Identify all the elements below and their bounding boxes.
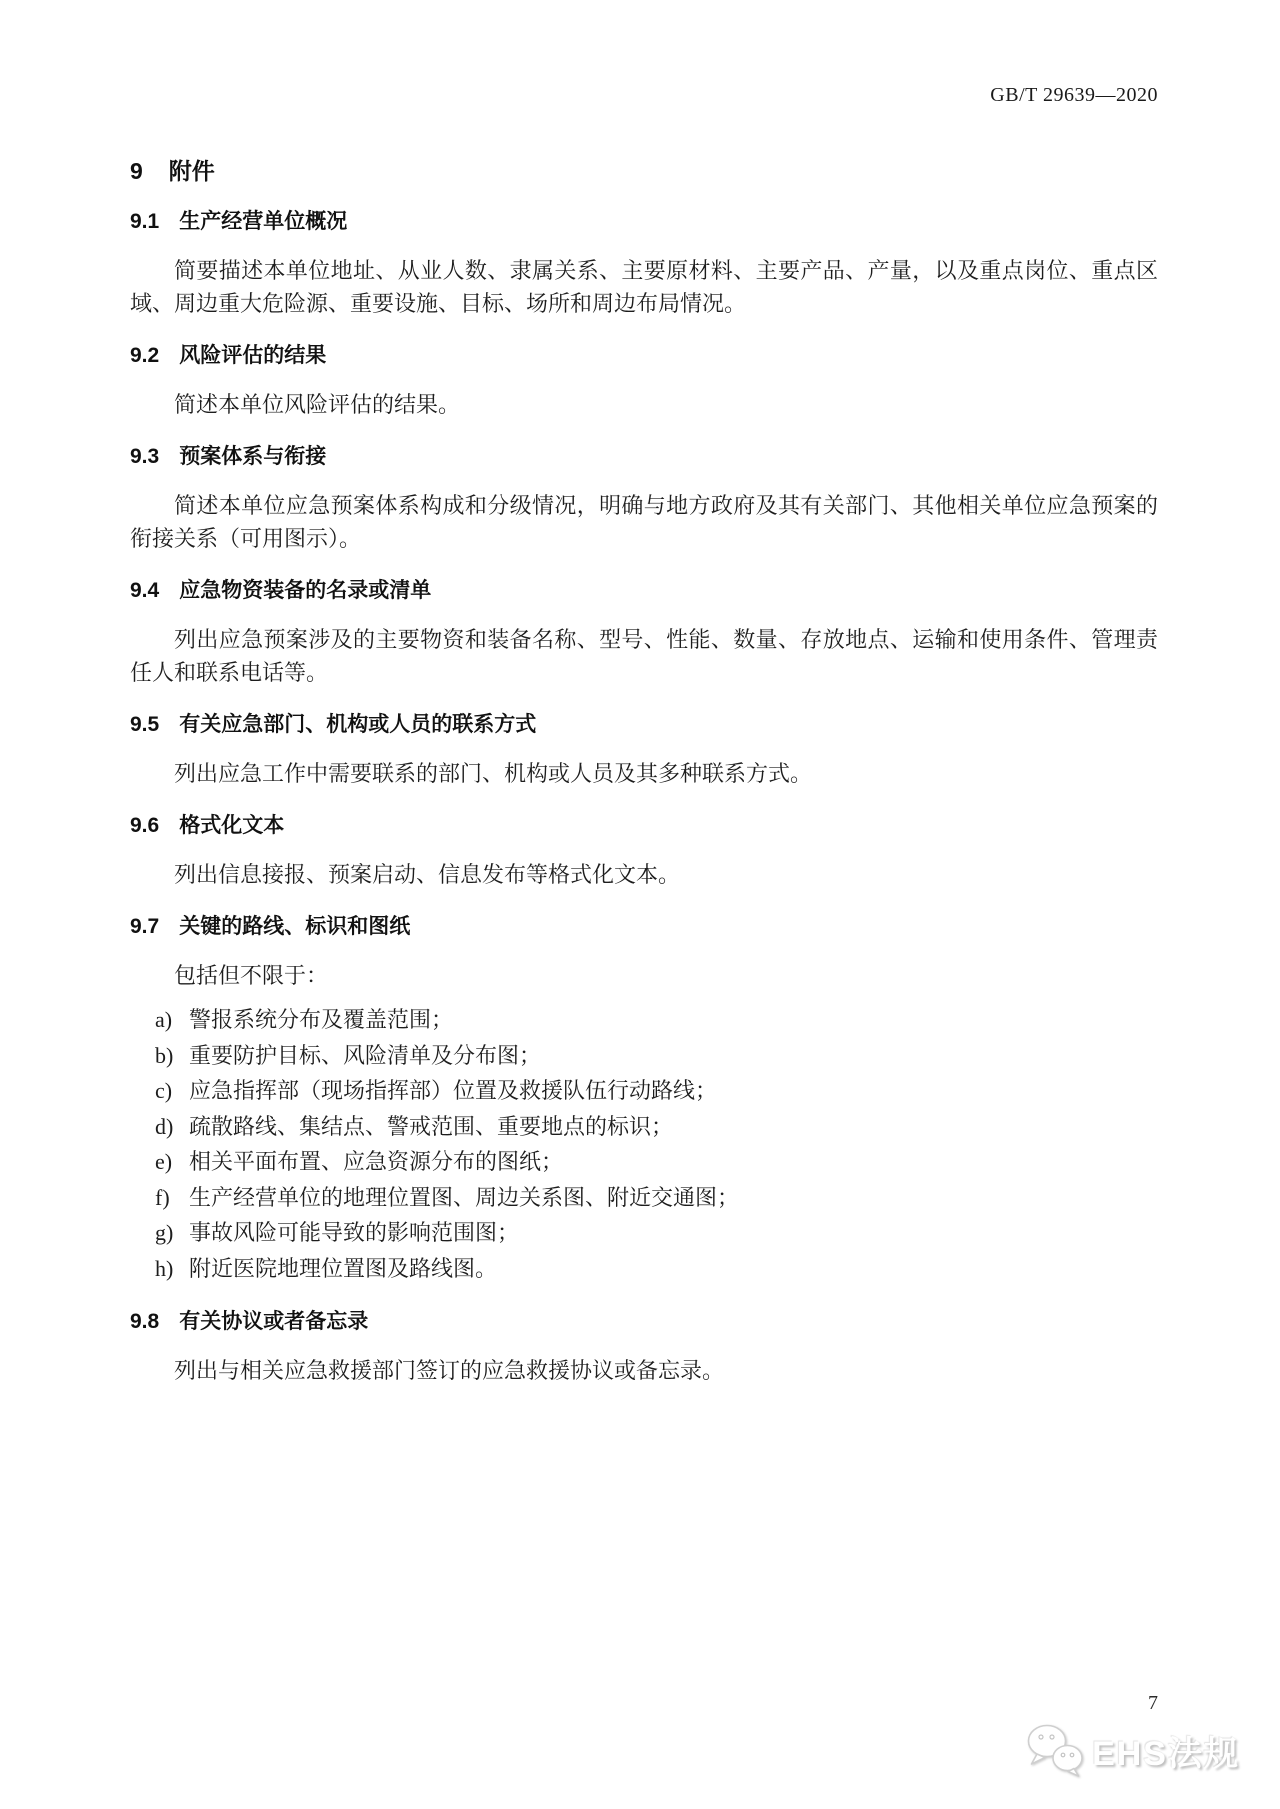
- list-marker: d): [155, 1113, 174, 1139]
- standard-number: GB/T 29639—2020: [990, 84, 1158, 106]
- section-title: [130, 812, 1158, 840]
- section-number: 9.4: [130, 579, 160, 602]
- section-body: 列出应急预案涉及的主要物资和装备名称、型号、性能、数量、存放地点、运输和使用条件、管理责任人和联系电话等。: [130, 627, 1158, 685]
- section-9-5: [130, 711, 1158, 790]
- section-title: [130, 577, 1158, 605]
- section-title-text: 生产经营单位概况: [179, 210, 348, 233]
- list-marker: a): [155, 1007, 173, 1032]
- key-routes-list: [130, 1002, 1158, 1286]
- list-item: [130, 1038, 1158, 1074]
- document-content: [130, 156, 1158, 1387]
- list-marker: c): [155, 1078, 173, 1103]
- section-title: [130, 208, 1158, 236]
- section-body: 包括但不限于：: [174, 963, 329, 988]
- chapter-number: 9: [130, 158, 143, 184]
- list-item-text: 相关平面布置、应急资源分布的图纸；: [189, 1149, 564, 1174]
- list-marker: b): [155, 1042, 174, 1068]
- section-9-6: [130, 812, 1158, 891]
- list-item-text: 重要防护目标、风险清单及分布图；: [189, 1042, 542, 1068]
- list-item: [130, 1215, 1158, 1251]
- section-number: 9.6: [130, 814, 160, 837]
- section-number: 9.5: [130, 713, 160, 736]
- section-title-text: 应急物资装备的名录或清单: [179, 579, 432, 602]
- page-number: 7: [1148, 1692, 1158, 1714]
- section-title: [130, 913, 1158, 941]
- list-item: [130, 1002, 1158, 1038]
- section-body: 列出应急工作中需要联系的部门、机构或人员及其多种联系方式。: [174, 761, 813, 786]
- list-marker: h): [155, 1255, 174, 1281]
- section-body: 列出与相关应急救援部门签订的应急救援协议或备忘录。: [174, 1358, 725, 1383]
- section-9-4: [130, 577, 1158, 689]
- section-9-3: [130, 443, 1158, 555]
- list-item-text: 事故风险可能导致的影响范围图；: [189, 1220, 520, 1245]
- section-number: 9.8: [130, 1310, 160, 1333]
- chat-bubbles-icon: [1024, 1722, 1086, 1778]
- list-item: [130, 1251, 1158, 1287]
- list-marker: e): [155, 1149, 173, 1174]
- section-title-text: 格式化文本: [179, 814, 285, 837]
- section-body: 简述本单位应急预案体系构成和分级情况，明确与地方政府及其有关部门、其他相关单位应急预案的衔接关系（可用图示）。: [130, 493, 1158, 551]
- watermark-text: EHS法规: [1092, 1734, 1240, 1773]
- watermark: [1024, 1722, 1240, 1778]
- list-item-text: 疏散路线、集结点、警戒范围、重要地点的标识；: [189, 1113, 674, 1139]
- section-title: [130, 711, 1158, 739]
- list-item: [130, 1144, 1158, 1180]
- list-marker: f): [155, 1184, 170, 1210]
- section-title-text: 关键的路线、标识和图纸: [179, 915, 411, 938]
- section-title: [130, 1308, 1158, 1336]
- chapter-heading: [130, 156, 1158, 186]
- chapter-title-text: 附件: [168, 158, 215, 184]
- list-item: [130, 1109, 1158, 1145]
- list-item-text: 应急指挥部（现场指挥部）位置及救援队伍行动路线；: [189, 1078, 718, 1103]
- section-number: 9.2: [130, 344, 160, 367]
- section-9-1: [130, 208, 1158, 320]
- section-title-text: 有关应急部门、机构或人员的联系方式: [179, 713, 537, 736]
- list-item-text: 生产经营单位的地理位置图、周边关系图、附近交通图；: [189, 1184, 740, 1210]
- section-body: 列出信息接报、预案启动、信息发布等格式化文本。: [174, 862, 681, 887]
- section-number: 9.3: [130, 445, 160, 468]
- section-body: 简述本单位风险评估的结果。: [174, 392, 461, 417]
- section-9-7: [130, 913, 1158, 1286]
- section-title-text: 有关协议或者备忘录: [179, 1310, 369, 1333]
- list-item-text: 附近医院地理位置图及路线图。: [189, 1255, 498, 1281]
- list-item: [130, 1073, 1158, 1109]
- section-9-8: [130, 1308, 1158, 1387]
- list-item: [130, 1180, 1158, 1216]
- section-title: [130, 443, 1158, 471]
- section-title: [130, 342, 1158, 370]
- section-title-text: 风险评估的结果: [179, 344, 327, 367]
- section-number: 9.1: [130, 210, 160, 233]
- list-marker: g): [155, 1220, 174, 1245]
- section-number: 9.7: [130, 915, 160, 938]
- section-9-2: [130, 342, 1158, 421]
- section-title-text: 预案体系与衔接: [179, 445, 327, 468]
- list-item-text: 警报系统分布及覆盖范围；: [189, 1007, 454, 1032]
- section-body: 简要描述本单位地址、从业人数、隶属关系、主要原材料、主要产品、产量，以及重点岗位、重点区域、周边重大危险源、重要设施、目标、场所和周边布局情况。: [130, 258, 1158, 316]
